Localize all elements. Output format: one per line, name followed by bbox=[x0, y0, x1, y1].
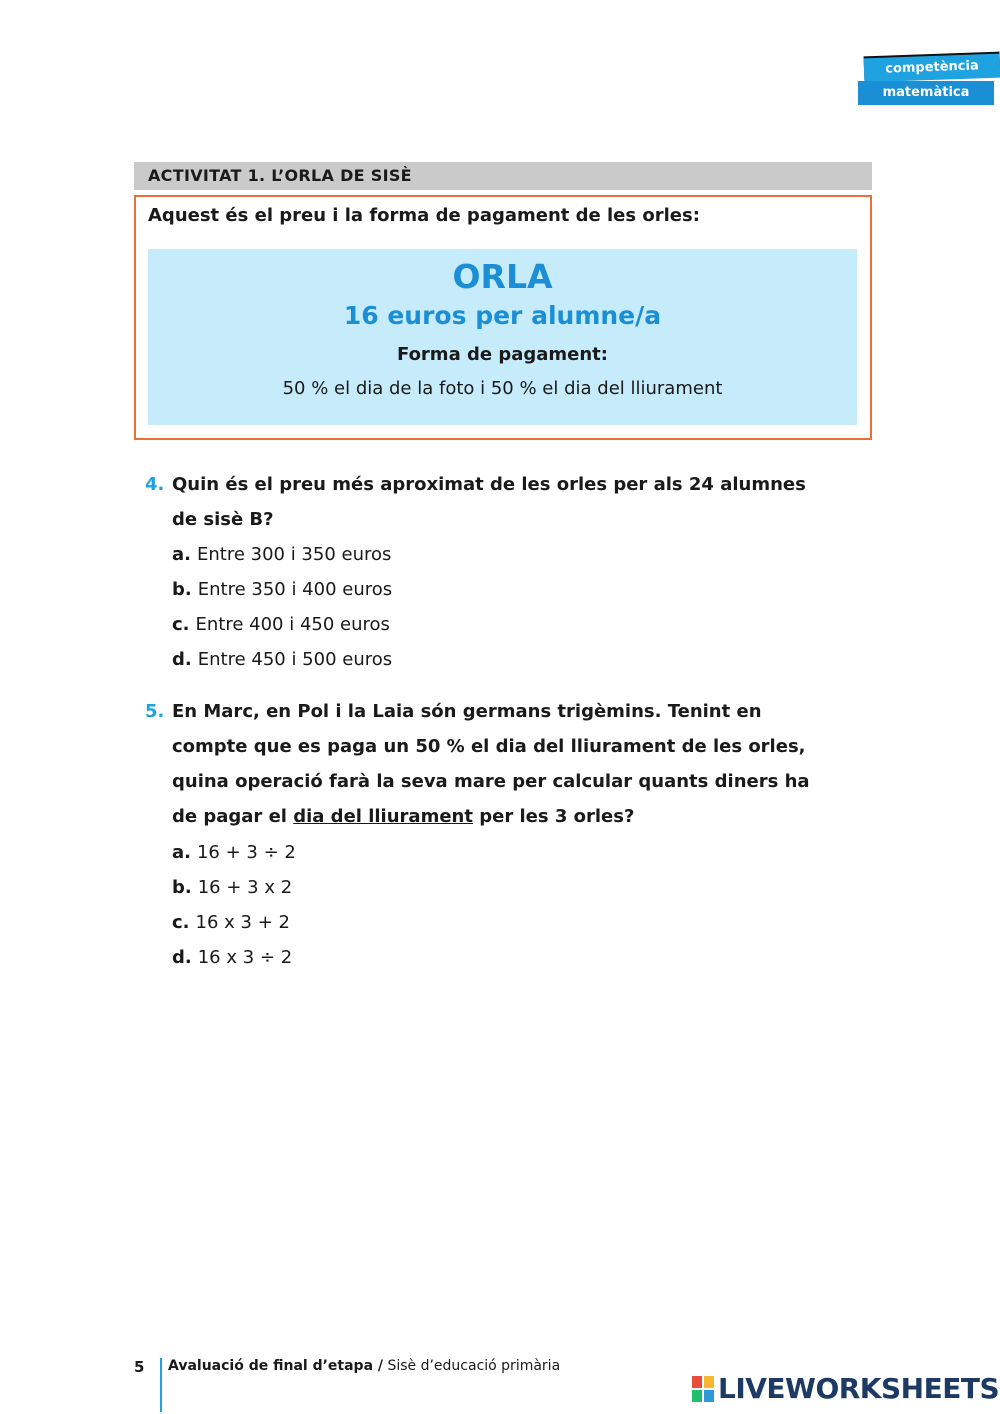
option-letter: a. bbox=[172, 544, 191, 565]
logo-text: LIVEWORKSHEETS bbox=[718, 1372, 1000, 1405]
option-text: 16 x 3 + 2 bbox=[195, 912, 290, 933]
question-5 bbox=[145, 694, 848, 834]
question-text-line bbox=[148, 799, 848, 834]
option-letter: c. bbox=[172, 614, 190, 635]
option-text: Entre 350 i 400 euros bbox=[197, 579, 393, 600]
orla-title: ORLA bbox=[452, 257, 553, 296]
logo-square bbox=[692, 1376, 702, 1388]
footer-divider bbox=[160, 1358, 162, 1412]
option-5a[interactable] bbox=[172, 835, 296, 870]
option-text: Entre 450 i 500 euros bbox=[197, 649, 393, 670]
question-number: 5. bbox=[145, 701, 165, 722]
option-letter: a. bbox=[172, 842, 191, 863]
option-4b[interactable] bbox=[172, 572, 392, 607]
question-text-line: En Marc, en Pol i la Laia són germans trigèmins. Tenint en bbox=[172, 701, 762, 722]
option-5b[interactable] bbox=[172, 870, 292, 905]
question-text-line: quina operació farà la seva mare per calcular quants diners ha bbox=[172, 771, 810, 792]
text-after: per les 3 orles? bbox=[472, 806, 635, 827]
option-letter: d. bbox=[172, 947, 192, 968]
option-4d[interactable] bbox=[172, 642, 392, 677]
logo-grid-icon bbox=[692, 1376, 714, 1402]
liveworksheets-logo[interactable] bbox=[692, 1372, 999, 1405]
option-letter: c. bbox=[172, 912, 190, 933]
option-letter: b. bbox=[172, 579, 192, 600]
question-text-line: compte que es paga un 50 % el dia del lliurament de les orles, bbox=[172, 736, 806, 757]
competencia-badge: competència bbox=[864, 54, 1000, 83]
logo-square bbox=[704, 1376, 714, 1388]
question-text-line: de sisè B? bbox=[172, 509, 274, 530]
orla-price: 16 euros per alumne/a bbox=[343, 301, 662, 330]
option-5d[interactable] bbox=[172, 940, 292, 975]
underlined-text: dia del lliurament bbox=[293, 806, 473, 827]
payment-text: 50 % el dia de la foto i 50 % el dia del lliurament bbox=[282, 378, 723, 399]
question-text-line: Quin és el preu més aproximat de les orles per als 24 alumnes bbox=[172, 474, 806, 495]
footer-title-bold: Avaluació de final d’etapa / bbox=[168, 1358, 383, 1374]
option-text: Entre 300 i 350 euros bbox=[196, 544, 392, 565]
payment-label: Forma de pagament: bbox=[397, 344, 608, 365]
option-4a[interactable] bbox=[172, 537, 391, 572]
option-4c[interactable] bbox=[172, 607, 390, 642]
activity-header: ACTIVITAT 1. L’ORLA DE SISÈ bbox=[134, 162, 872, 190]
option-text: 16 + 3 ÷ 2 bbox=[196, 842, 296, 863]
price-info-box bbox=[148, 249, 857, 425]
footer-title bbox=[168, 1358, 560, 1374]
option-text: 16 + 3 x 2 bbox=[197, 877, 293, 898]
footer-subtitle: Sisè d’educació primària bbox=[383, 1358, 561, 1374]
activity-intro: Aquest és el preu i la forma de pagament de les orles: bbox=[148, 205, 700, 226]
logo-square bbox=[704, 1390, 714, 1402]
question-number: 4. bbox=[145, 474, 165, 495]
option-text: 16 x 3 ÷ 2 bbox=[197, 947, 293, 968]
option-5c[interactable] bbox=[172, 905, 290, 940]
logo-square bbox=[692, 1390, 702, 1402]
question-4 bbox=[145, 467, 848, 537]
option-letter: b. bbox=[172, 877, 192, 898]
text-before: de pagar el bbox=[172, 806, 294, 827]
page-number: 5 bbox=[134, 1358, 145, 1376]
option-letter: d. bbox=[172, 649, 192, 670]
option-text: Entre 400 i 450 euros bbox=[195, 614, 390, 635]
matematica-badge: matemàtica bbox=[858, 81, 994, 105]
